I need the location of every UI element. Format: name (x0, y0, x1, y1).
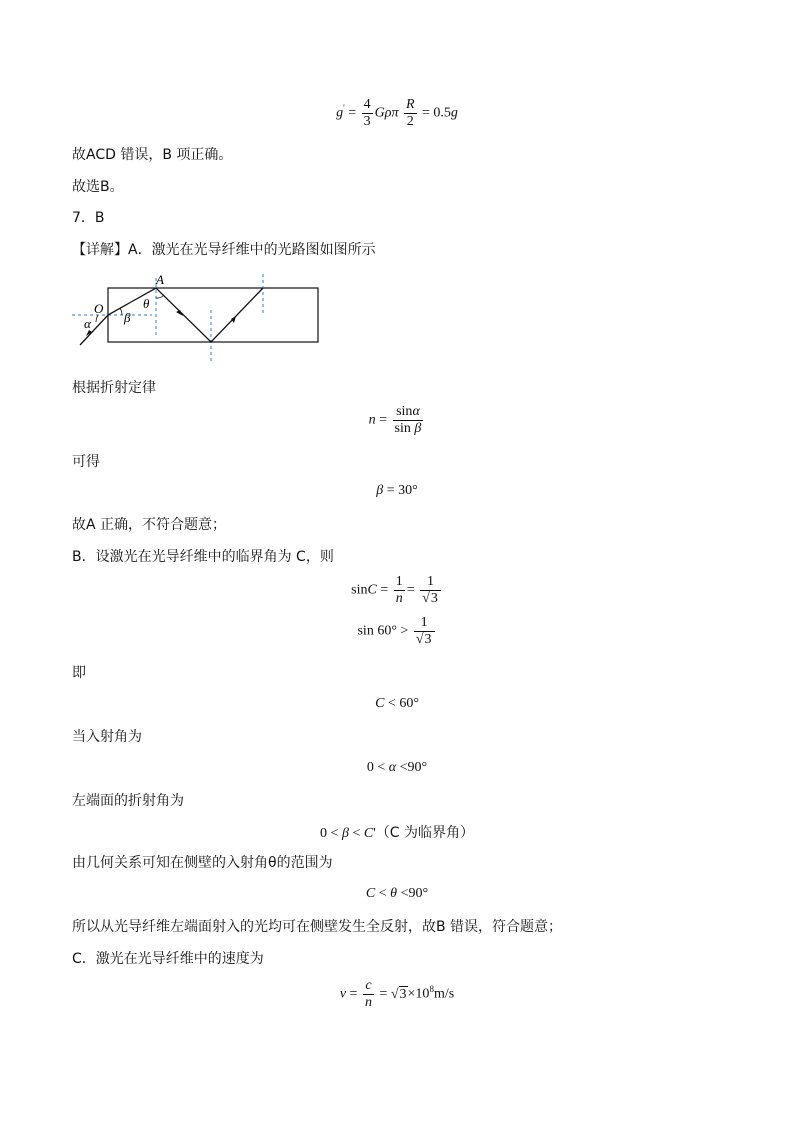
label-alpha: α (84, 316, 91, 331)
answer-line: 故选B。 (72, 179, 124, 195)
critical-note: （C 为临界角） (375, 825, 474, 841)
label-A: A (156, 272, 164, 287)
c-intro-line: C．激光在光导纤维中的速度为 (72, 951, 264, 967)
equation-snell: n = $\frac{\sin\alpha}{\text{sin β}}$ (368, 404, 422, 436)
refraction-law-line: 根据折射定律 (72, 380, 156, 396)
equation-beta-range: 0 < β < C'（C 为临界角） (320, 825, 474, 841)
question-header: 7．B (72, 210, 105, 226)
conclusion-line: 故ACD 错误，B 项正确。 (72, 147, 233, 163)
equation-sinC: sinC = $\frac{1}{n}$ = $\frac{1}{√3}$ (0, 574, 794, 607)
equation-beta: β = 30° (376, 483, 418, 498)
equation-sin60: sin 60° > $\frac{1}{√3}$ (0, 615, 794, 648)
equation-velocity: v = $\frac{c}{n}$ = $√3\times 10^8m/s$ (339, 978, 455, 1010)
optical-fiber-diagram (72, 270, 332, 365)
total-reflection-line: 所以从光导纤维左端面射入的光均可在侧壁发生全反射，故B 错误，符合题意； (72, 919, 563, 935)
detail-a: 【详解】A．激光在光导纤维中的光路图如图所示 (72, 242, 376, 258)
equation-alpha-range: 0 < α <90° (366, 760, 428, 775)
label-beta: β (124, 310, 131, 325)
b-intro-line: B．设激光在光导纤维中的临界角为 C，则 (72, 549, 334, 565)
ji-line: 即 (72, 665, 86, 681)
equation-theta-range: C < θ <90° (365, 886, 429, 901)
label-O: O (94, 301, 104, 316)
equation-g-prime: g' = $\frac{4}{3}$ Gρπ $\frac{R}{2}$ = 0.5g (336, 97, 458, 129)
a-correct-line: 故A 正确，不符合题意； (72, 517, 227, 533)
incident-angle-line: 当入射角为 (72, 729, 142, 745)
side-range-line: 由几何关系可知在侧壁的入射角θ的范围为 (72, 855, 333, 871)
obtain-line: 可得 (72, 454, 100, 470)
label-theta: θ (143, 296, 150, 311)
equation-C-less: C < 60° (375, 696, 419, 711)
left-refraction-line: 左端面的折射角为 (72, 793, 184, 809)
